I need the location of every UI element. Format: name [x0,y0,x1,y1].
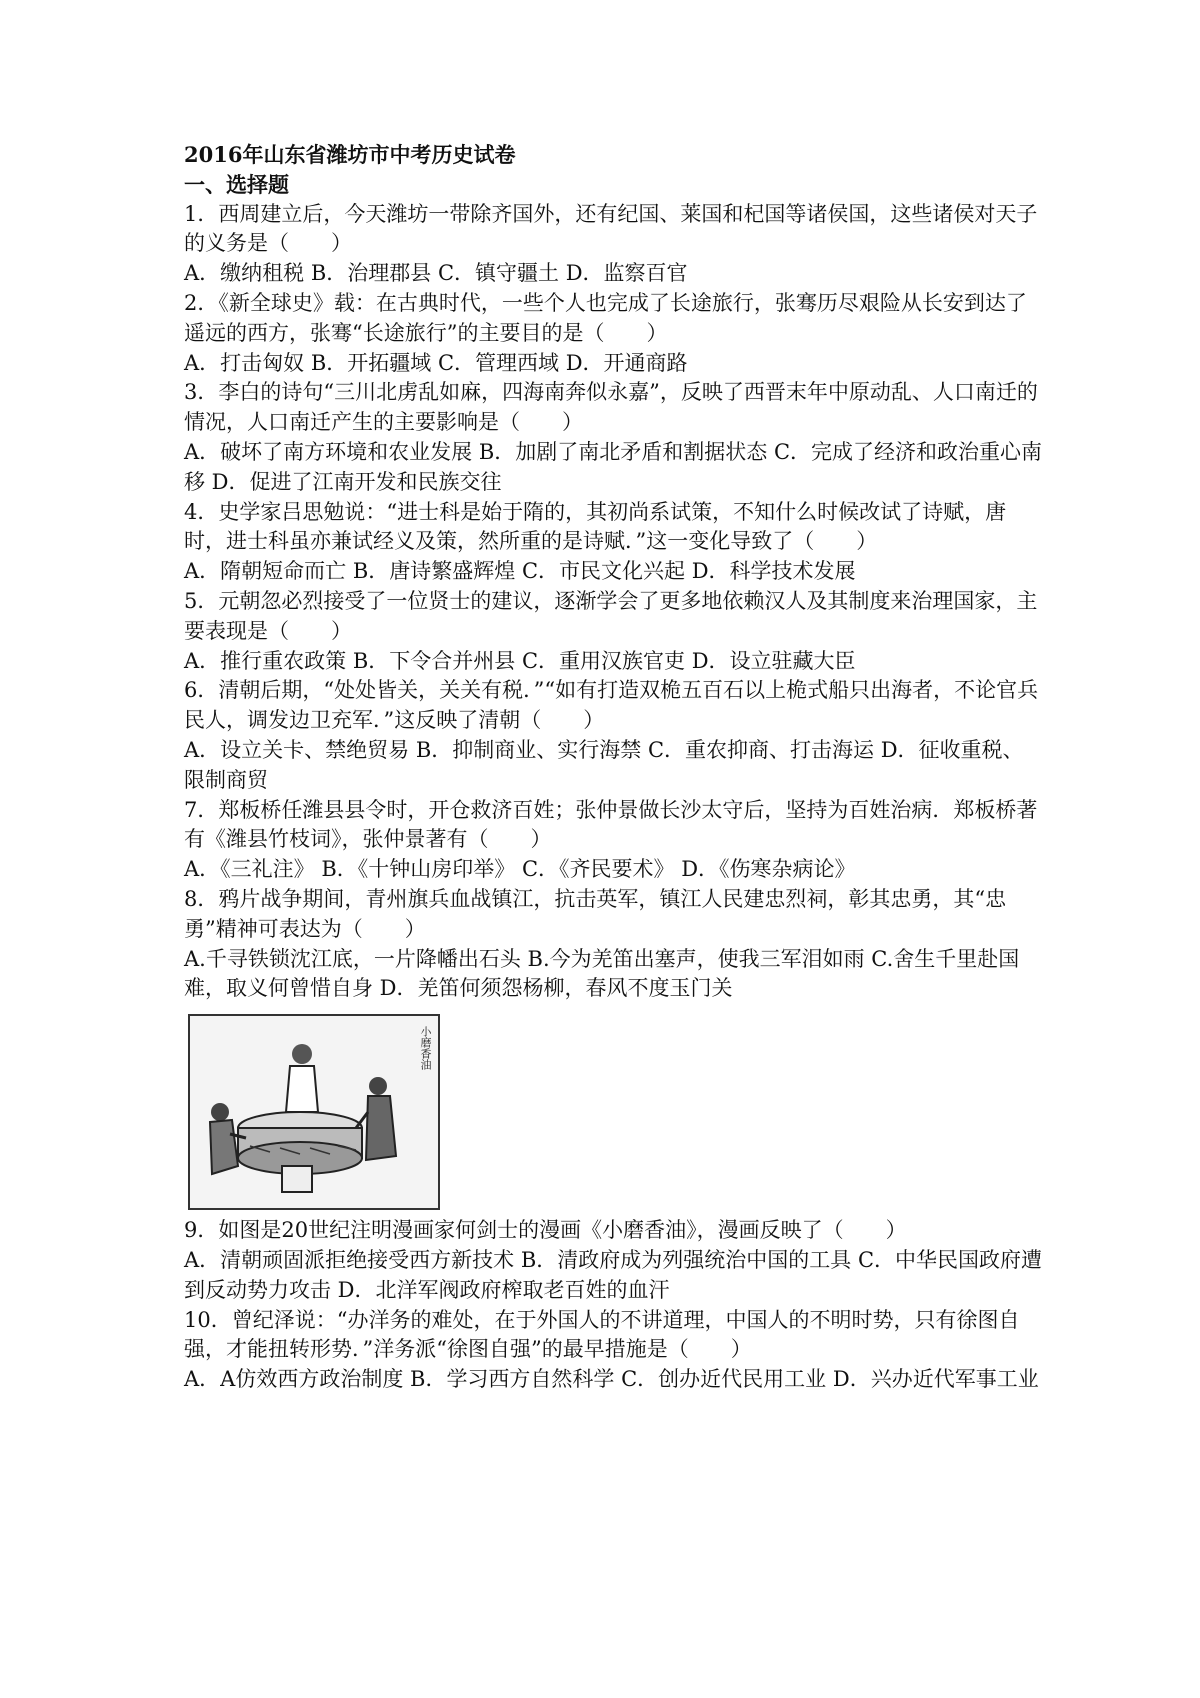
cartoon-figure [188,1014,440,1210]
question-5-options: A．推行重农政策 B．下令合并州县 C．重用汉族官吏 D．设立驻藏大臣 [184,648,856,673]
question-4-options: A．隋朝短命而亡 B．唐诗繁盛辉煌 C．市民文化兴起 D．科学技术发展 [184,559,856,584]
question-4-stem: 4．史学家吕思勉说：“进士科是始于隋的，其初尚系试策，不知什么时候改试了诗赋，唐时，进士科虽亦兼试经义及策，然所重的是诗赋．”这一变化导致了（ ） [184,499,1007,554]
section-heading: 一、选择题 [184,171,289,197]
question-3-options: A．破坏了南方环境和农业发展 B．加剧了南北矛盾和割据状态 C．完成了经济和政治重心南移 D．促进了江南开发和民族交往 [184,439,1043,494]
question-7-stem: 7．郑板桥任潍县县令时，开仓救济百姓；张仲景做长沙太守后，坚持为百姓治病．郑板桥著有《潍县竹枝词》，张仲景著有（ ） [184,797,1038,852]
question-1-stem: 1．西周建立后，今天潍坊一带除齐国外，还有纪国、莱国和杞国等诸侯国，这些诸侯对天子的义务是（ ） [184,201,1038,256]
question-7-options: A．《三礼注》 B．《十钟山房印举》 C．《齐民要术》 D．《伤寒杂病论》 [184,857,856,882]
question-8-stem: 8．鸦片战争期间，青州旗兵血战镇江，抗击英军，镇江人民建忠烈祠，彰其忠勇，其“忠勇”精神可表达为（ ） [184,886,1007,941]
question-5-stem: 5．元朝忽必烈接受了一位贤士的建议，逐渐学会了更多地依赖汉人及其制度来治理国家，主要表现是（ ） [184,588,1038,643]
question-10-stem: 10．曾纪泽说：“办洋务的难处，在于外国人的不讲道理，中国人的不明时势，只有徐图自强，才能扭转形势．”洋务派“徐图自强”的最早措施是（ ） [184,1307,1020,1362]
question-9-options: A．清朝顽固派拒绝接受西方新技术 B．清政府成为列强统治中国的工具 C．中华民国政府遭到反动势力攻击 D．北洋军阀政府榨取老百姓的血汗 [184,1247,1043,1302]
exam-page [184,140,1044,1395]
question-9-stem: 9．如图是20世纪注明漫画家何剑士的漫画《小磨香油》，漫画反映了（ ） [184,1218,907,1243]
question-2-stem: 2．《新全球史》载：在古典时代，一些个人也完成了长途旅行，张骞历尽艰险从长安到达了遥远的西方，张骞“长途旅行”的主要目的是（ ） [184,290,1027,345]
cartoon-caption: 小磨香油 [419,1026,432,1071]
exam-title: 2016年山东省潍坊市中考历史试卷 [184,142,516,167]
question-6-options: A．设立关卡、禁绝贸易 B．抑制商业、实行海禁 C．重农抑商、打击海运 D．征收重税、限制商贸 [184,737,1024,792]
question-3-stem: 3．李白的诗句“三川北虏乱如麻，四海南奔似永嘉”，反映了西晋末年中原动乱、人口南迁的情况，人口南迁产生的主要影响是（ ） [184,380,1038,435]
cartoon-illustration [190,1016,438,1208]
question-10-options: A．A仿效西方政治制度 B．学习西方自然科学 C．创办近代民用工业 D．兴办近代军事工业 [184,1367,1039,1392]
question-1-options: A．缴纳租税 B．治理郡县 C．镇守疆土 D．监察百官 [184,261,688,286]
question-6-stem: 6．清朝后期，“处处皆关，关关有税．”“如有打造双桅五百石以上桅式船只出海者，不论官兵民人，调发边卫充军．”这反映了清朝（ ） [184,678,1039,733]
question-2-options: A．打击匈奴 B．开拓疆域 C．管理西域 D．开通商路 [184,350,688,375]
question-8-options: A.千寻铁锁沈江底，一片降幡出石头 B.今为羌笛出塞声，使我三军泪如雨 C.舍生千里赴国难，取义何曾惜自身 D．羌笛何须怨杨柳，春风不度玉门关 [184,946,1020,1001]
